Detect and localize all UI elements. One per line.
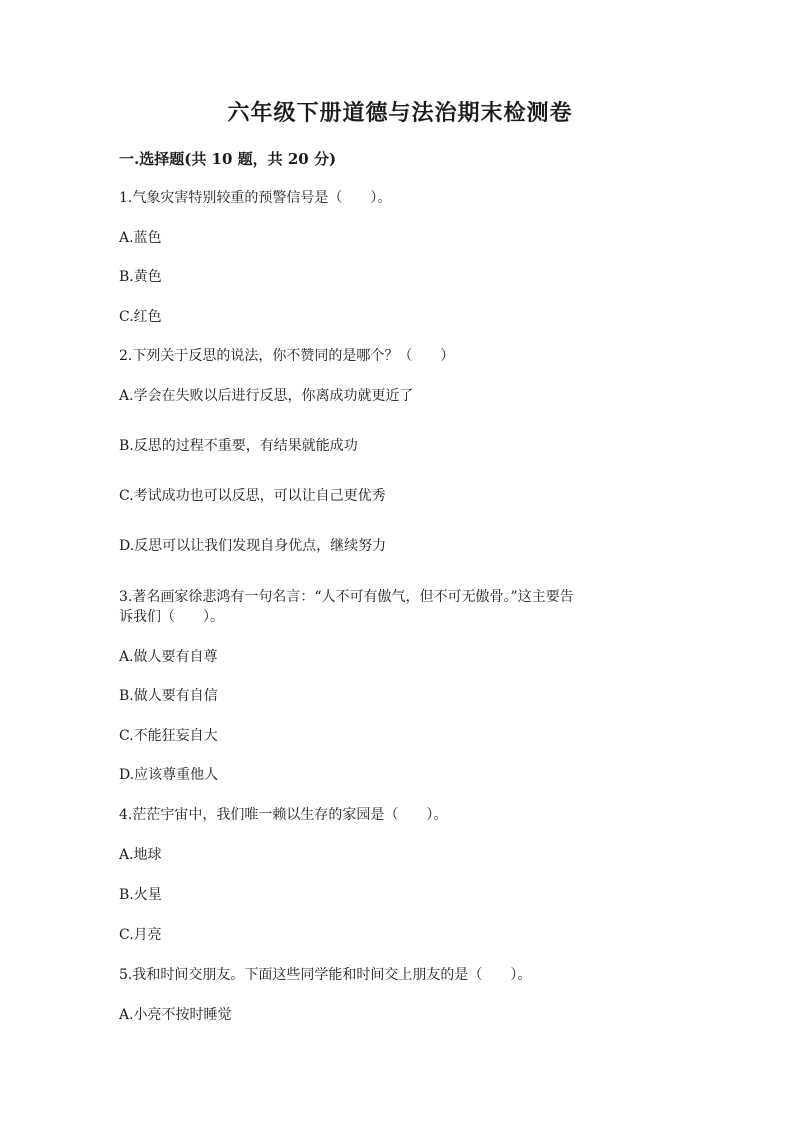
- question-4-option-b: B.火星: [119, 887, 162, 903]
- question-3-stem-line-1: 3.著名画家徐悲鸿有一句名言：“人不可有傲气，但不可无傲骨。”这主要告: [119, 589, 574, 605]
- question-3-stem-line-2: 诉我们（ ）。: [119, 609, 224, 625]
- question-3-option-c: C.不能狂妄自大: [119, 728, 218, 744]
- question-1-option-c: C.红色: [119, 309, 162, 325]
- question-4-option-a: A.地球: [119, 847, 162, 863]
- section-heading: 一.选择题(共 10 题，共 20 分): [119, 150, 337, 168]
- question-1-stem: 1.气象灾害特别较重的预警信号是（ ）。: [119, 190, 392, 206]
- question-3-option-b: B.做人要有自信: [119, 688, 218, 704]
- question-1-option-a: A.蓝色: [119, 230, 162, 246]
- question-1-option-b: B.黄色: [119, 269, 162, 285]
- question-4-stem: 4.茫茫宇宙中，我们唯一赖以生存的家园是（ ）。: [119, 807, 448, 823]
- question-2-option-b: B.反思的过程不重要，有结果就能成功: [119, 438, 358, 454]
- page-title: 六年级下册道德与法治期末检测卷: [227, 100, 573, 126]
- question-3-option-a: A.做人要有自尊: [119, 649, 218, 665]
- question-2-stem: 2.下列关于反思的说法，你不赞同的是哪个？（ ）: [119, 348, 455, 364]
- question-5-option-a: A.小亮不按时睡觉: [119, 1007, 232, 1023]
- question-2-option-c: C.考试成功也可以反思，可以让自己更优秀: [119, 488, 386, 504]
- question-2-option-a: A.学会在失败以后进行反思，你离成功就更近了: [119, 388, 414, 404]
- question-3-option-d: D.应该尊重他人: [119, 767, 219, 783]
- question-2-option-d: D.反思可以让我们发现自身优点，继续努力: [119, 538, 387, 554]
- question-5-stem: 5.我和时间交朋友。下面这些同学能和时间交上朋友的是（ ）。: [119, 967, 532, 983]
- question-4-option-c: C.月亮: [119, 927, 162, 943]
